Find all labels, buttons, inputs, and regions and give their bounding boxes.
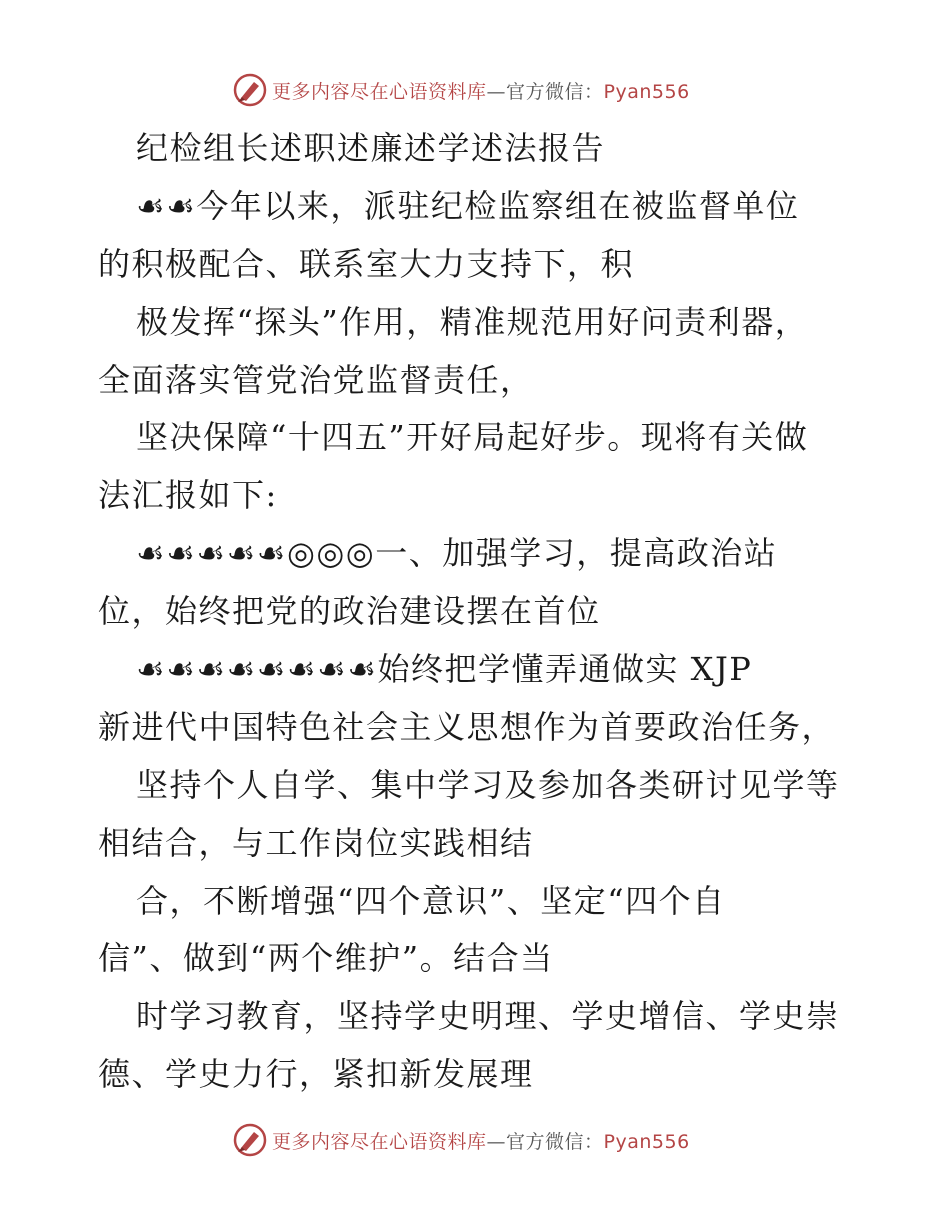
banner-wechat-label: 官方微信： [506, 80, 604, 103]
banner-separator: — [486, 1130, 507, 1153]
paragraph-line: 时学习教育，坚持学史明理、学史增信、学史崇 [136, 997, 840, 1036]
banner-separator: — [486, 80, 507, 103]
pen-logo-icon [232, 1122, 268, 1158]
paragraph-line: 极发挥“探头”作用，精准规范用好问责利器， [136, 302, 809, 341]
header-watermark-banner [232, 70, 690, 110]
banner-wechat-id: Pyan556 [603, 1130, 690, 1153]
paragraph-line: ☙☙☙☙☙☙☙☙始终把学懂弄通做实 XJP [136, 650, 753, 689]
paragraph-line: 合，不断增强“四个意识”、坚定“四个自 [136, 881, 726, 920]
banner-text: 更多内容尽在心语资料库 [272, 80, 487, 103]
banner-wechat-label: 官方微信： [506, 1130, 604, 1153]
footer-watermark-banner [232, 1120, 690, 1160]
pen-logo-icon [232, 72, 268, 108]
paragraph-line: 信”、做到“两个维护”。结合当 [98, 939, 554, 978]
document-body [98, 120, 868, 1104]
paragraph-line: 的积极配合、联系室大力支持下，积 [98, 244, 635, 283]
paragraph-line: 相结合，与工作岗位实践相结 [98, 823, 534, 862]
document-title: 纪检组长述职述廉述学述法报告 [136, 129, 606, 167]
paragraph-line: 德、学史力行，紧扣新发展理 [98, 1055, 534, 1094]
banner-text: 更多内容尽在心语资料库 [272, 1130, 487, 1153]
paragraph-line: 法汇报如下: [98, 476, 278, 515]
section-heading-line: 位，始终把党的政治建设摆在首位 [98, 592, 601, 631]
paragraph-line: 坚持个人自学、集中学习及参加各类研讨见学等 [136, 765, 840, 804]
paragraph-line: ☙☙今年以来，派驻纪检监察组在被监督单位 [136, 186, 800, 225]
paragraph-line: 坚决保障“十四五”开好局起好步。现将有关做 [136, 418, 809, 457]
section-heading-line: ☙☙☙☙☙◎◎◎一、加强学习，提高政治站 [136, 534, 778, 573]
banner-wechat-id: Pyan556 [603, 80, 690, 103]
paragraph-line: 新进代中国特色社会主义思想作为首要政治任务， [98, 707, 836, 746]
paragraph-line: 全面落实管党治党监督责任， [98, 360, 534, 399]
